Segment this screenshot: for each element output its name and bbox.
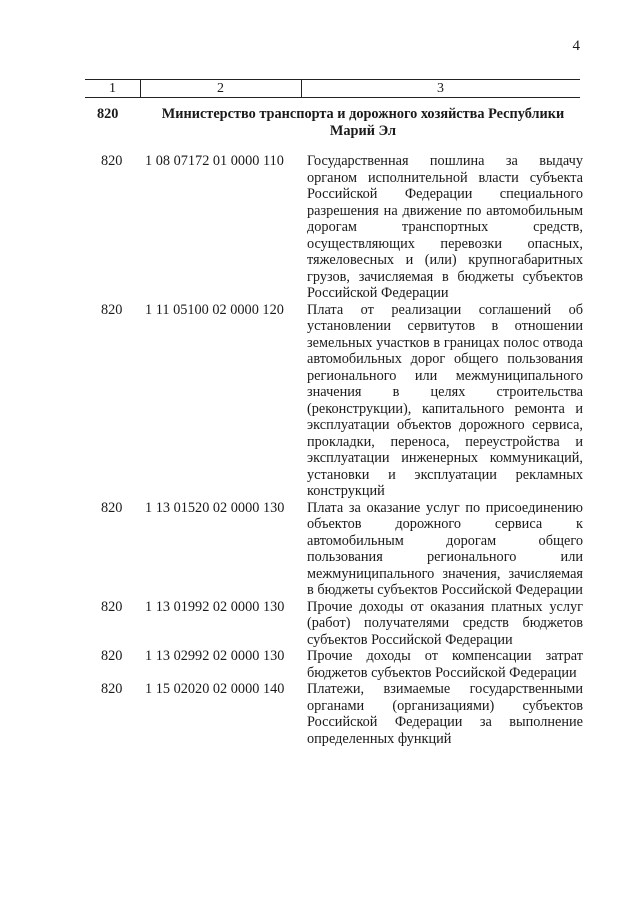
kbk-code-cell: 1 13 02992 02 0000 130	[145, 648, 285, 664]
table-row	[0, 500, 639, 599]
kbk-code-cell: 1 08 07172 01 0000 110	[145, 153, 284, 169]
kbk-code-cell: 1 13 01520 02 0000 130	[145, 499, 285, 516]
table-row	[0, 599, 639, 649]
header-col-2: 2	[217, 81, 224, 96]
kbk-code-cell: 1 15 02020 02 0000 140	[145, 681, 285, 697]
table-row	[0, 681, 639, 747]
description-cell: Государственная пошлина за выдачу органом исполнительной власти субъекта Российской Федерации специального разрешения на движение по автомобильным дорогам транспортных средств, осуществляющих перевозки опасных, тяжеловесных и (или) крупногабаритных грузов, зачисляемая в бюджеты субъектов Российской Федерации	[307, 153, 583, 301]
description-cell: Плата за оказание услуг по присоединению объектов дорожного сервиса к автомобильным дорогам общего пользования регионального или межмуниципального значения, зачисляемая в бюджеты субъектов Российской Федерации	[307, 499, 583, 598]
header-col-3: 3	[437, 81, 444, 96]
description-cell: Прочие доходы от компенсации затрат бюджетов субъектов Российской Федерации	[307, 648, 583, 681]
page-number: 4	[572, 38, 580, 54]
admin-code-cell: 820	[101, 598, 123, 615]
admin-code-cell: 820	[101, 301, 123, 318]
admin-code-cell: 820	[101, 499, 123, 516]
table-body	[0, 106, 639, 747]
table-row	[0, 648, 639, 681]
description-cell: Платежи, взимаемые государственными органами (организациями) субъектов Российской Федерации за выполнение определенных функций	[307, 681, 583, 747]
description-cell: Прочие доходы от оказания платных услуг (работ) получателями средств бюджетов субъектов Российской Федерации	[307, 598, 583, 648]
admin-code-cell: 820	[101, 681, 123, 697]
description-cell: Плата от реализации соглашений об установлении сервитутов в отношении земельных участков в границах полос отвода автомобильных дорог общего пользования регионального или межмуниципального значения в целях строительства (реконструкции), капитального ремонта и эксплуатации объектов дорожного сервиса, прокладки, переноса, переустройства и эксплуатации инженерных коммуникаций, установки и эксплуатации рекламных конструкций	[307, 301, 583, 499]
table-row	[0, 302, 639, 500]
admin-code-cell: 820	[101, 153, 123, 169]
ministry-heading-row	[0, 106, 639, 146]
kbk-code-cell: 1 11 05100 02 0000 120	[145, 301, 284, 318]
ministry-code: 820	[97, 106, 119, 122]
admin-code-cell: 820	[101, 648, 123, 664]
table-row	[0, 153, 639, 302]
table-header	[85, 79, 580, 98]
ministry-title: Министерство транспорта и дорожного хозяйства Республики Марий Эл	[161, 106, 565, 139]
header-col-1: 1	[109, 81, 116, 96]
kbk-code-cell: 1 13 01992 02 0000 130	[145, 598, 285, 615]
